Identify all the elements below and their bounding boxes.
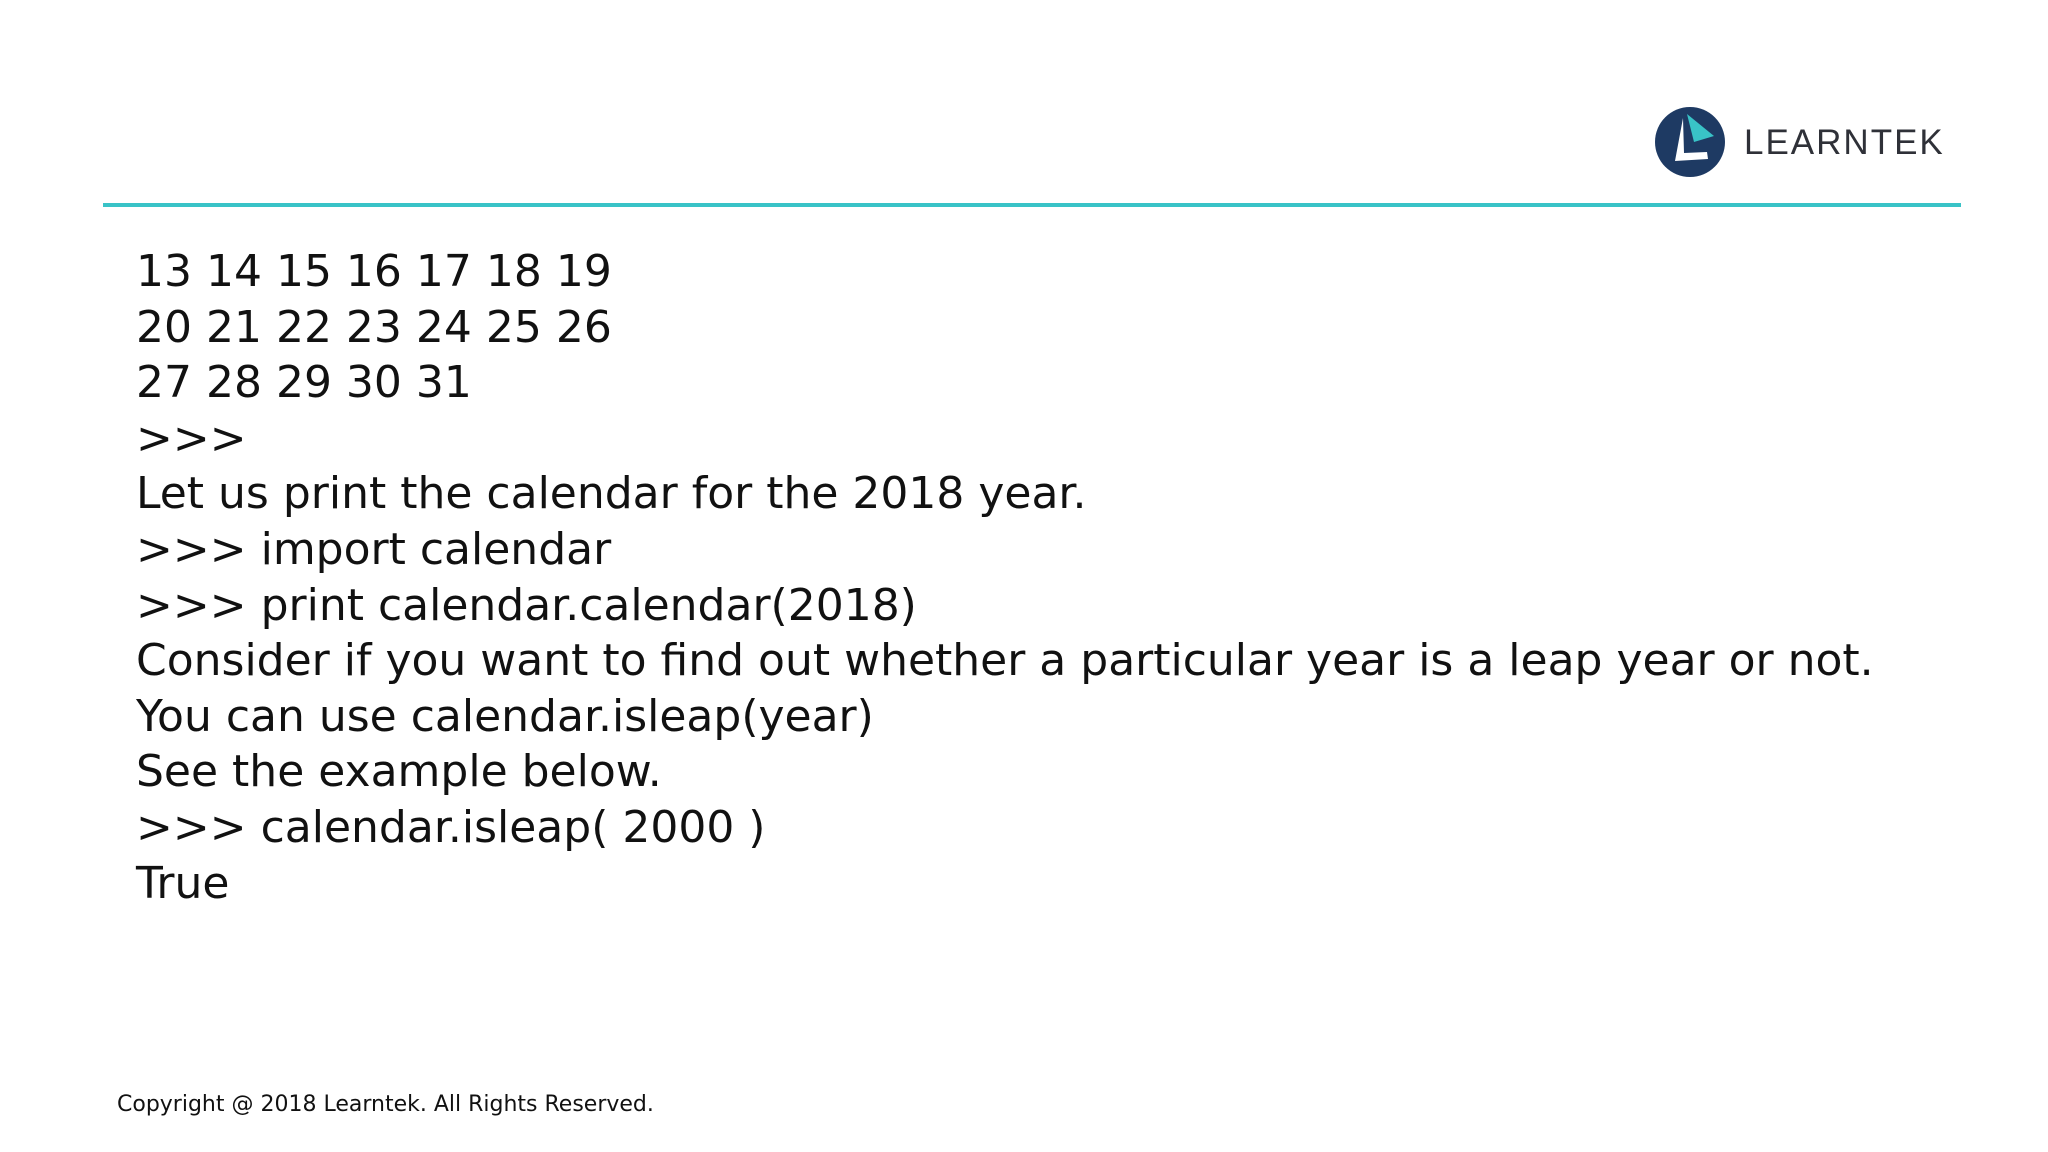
- content-line: You can use calendar.isleap(year): [136, 690, 874, 742]
- content-line: >>>: [136, 412, 247, 464]
- learntek-logo: [1654, 104, 1945, 180]
- learntek-logo-icon: [1654, 106, 1726, 178]
- content-line: >>> import calendar: [136, 523, 612, 575]
- content-line: See the example below.: [136, 746, 662, 798]
- copyright-footer: Copyright @ 2018 Learntek. All Rights Reserved.: [117, 1092, 654, 1117]
- content-line: 20 21 22 23 24 25 26: [136, 301, 612, 353]
- content-line: Let us print the calendar for the 2018 year.: [136, 468, 1087, 520]
- content-line: >>> calendar.isleap( 2000 ): [136, 801, 766, 853]
- header-divider: [103, 203, 1961, 207]
- content-line: Consider if you want to find out whether a particular year is a leap year or not.: [136, 635, 1874, 687]
- logo-text: LEARNTEK: [1744, 122, 1945, 162]
- content-line: 27 28 29 30 31: [136, 357, 472, 409]
- content-line: 13 14 15 16 17 18 19: [136, 246, 612, 297]
- content-line: True: [136, 857, 230, 909]
- slide-content: [136, 244, 1956, 911]
- content-line: >>> print calendar.calendar(2018): [136, 579, 917, 631]
